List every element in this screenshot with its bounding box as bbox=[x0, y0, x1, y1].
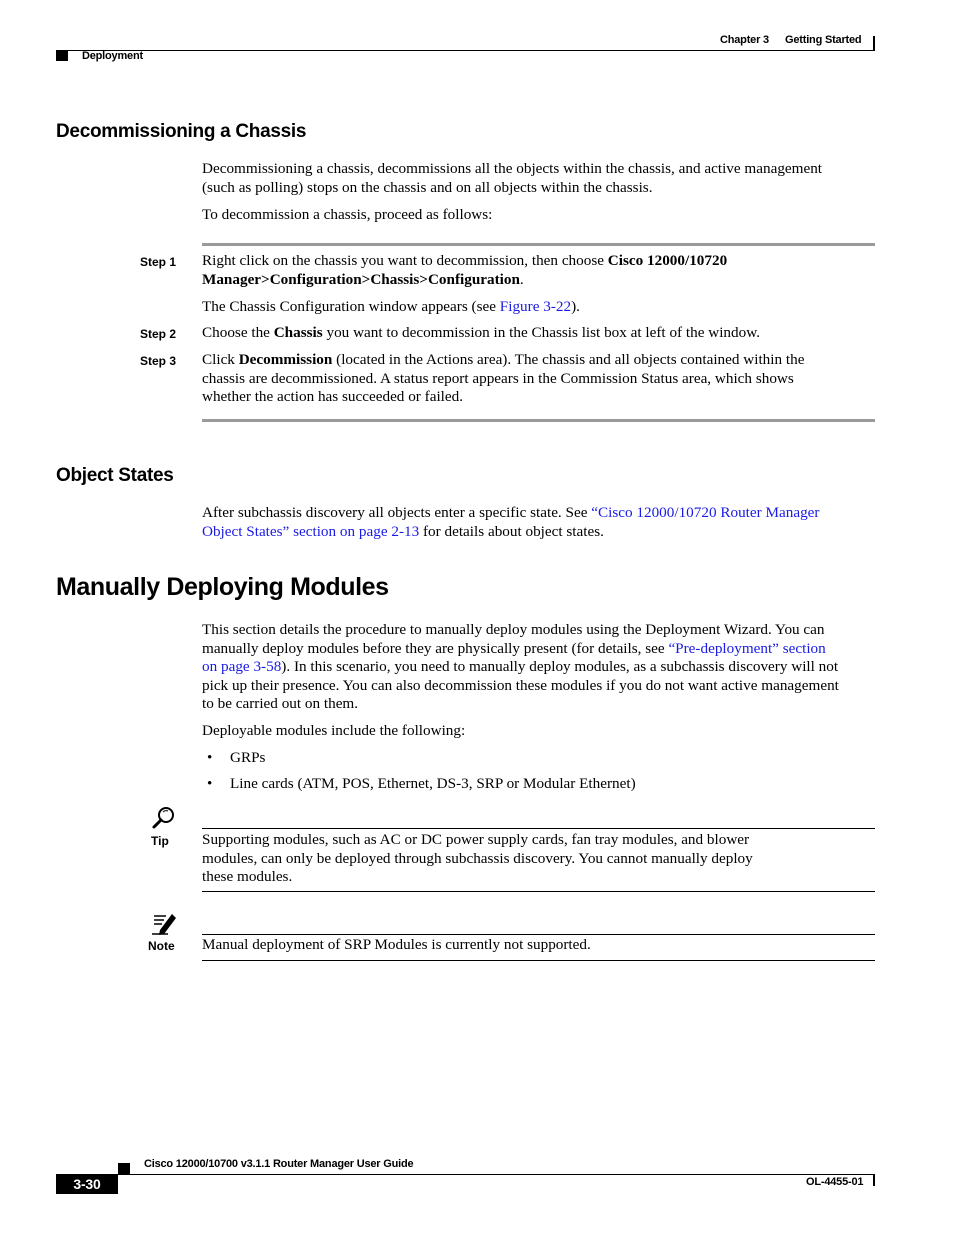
tip-line: modules, can only be deployed through subchassis discovery. You cannot manually deploy bbox=[202, 849, 753, 867]
page-number: 3-30 bbox=[73, 1176, 101, 1192]
decommission-proceed: To decommission a chassis, proceed as follows: bbox=[202, 206, 493, 223]
step-3-line: chassis are decommissioned. A status report appears in the Commission Status area, which shows bbox=[202, 369, 794, 387]
header-rule bbox=[56, 50, 875, 51]
object-states-link[interactable]: “Cisco 12000/10720 Router Manager bbox=[591, 504, 820, 521]
object-states-text bbox=[202, 504, 819, 541]
step-2-bold: Chassis bbox=[273, 324, 323, 341]
tip-bottom-rule bbox=[202, 891, 875, 892]
object-states-link[interactable]: Object States” section on page 2-13 bbox=[202, 522, 420, 540]
tip-line: these modules. bbox=[202, 868, 293, 886]
note-top-rule bbox=[202, 934, 875, 935]
header-section: Deployment bbox=[82, 50, 143, 62]
manual-paragraph-line: to be carried out on them. bbox=[202, 695, 359, 713]
decommission-intro-line: Decommissioning a chassis, decommissions all the objects within the chassis, and active management bbox=[202, 160, 823, 177]
page-number-box bbox=[56, 1174, 118, 1194]
object-states-text-part: for details about object states. bbox=[419, 522, 604, 540]
step-3-line: whether the action has succeeded or failed. bbox=[202, 388, 464, 406]
footer-right-bar bbox=[873, 1174, 875, 1186]
note-label: Note bbox=[148, 939, 175, 953]
step-2-text-part: you want to decommission in the Chassis list box at left of the window. bbox=[322, 324, 760, 341]
object-states-heading: Object States bbox=[56, 465, 174, 486]
header-square bbox=[56, 51, 68, 61]
steps-bottom-rule bbox=[202, 419, 875, 422]
step-2-text bbox=[202, 324, 760, 343]
magnifier-icon bbox=[150, 804, 178, 832]
tip-label: Tip bbox=[151, 834, 169, 848]
steps-top-rule bbox=[202, 243, 875, 246]
object-states-text-part: After subchassis discovery all objects enter a specific state. See bbox=[202, 504, 592, 521]
decommission-intro-line: (such as polling) stops on the chassis and on all objects within the chassis. bbox=[202, 178, 653, 196]
footer-square bbox=[118, 1163, 130, 1174]
note-text: Manual deployment of SRP Modules is currently not supported. bbox=[202, 936, 591, 953]
pre-deployment-link[interactable]: on page 3-58 bbox=[202, 658, 282, 676]
bullet-item: GRPs bbox=[230, 749, 266, 766]
step-1-menu-path: Cisco 12000/10720 bbox=[607, 252, 728, 269]
step-1-subtext bbox=[202, 298, 580, 317]
step-1-text-part: Right click on the chassis you want to decommission, then choose bbox=[202, 252, 608, 269]
manual-paragraph-part: ). In this scenario, you need to manually deploy modules, as a subchassis discovery will not bbox=[281, 658, 839, 676]
step-1-text-part: . bbox=[519, 270, 524, 288]
step-2-text-part: Choose the bbox=[202, 324, 274, 341]
step-3-text bbox=[202, 351, 804, 407]
figure-link[interactable]: Figure 3-22 bbox=[499, 298, 572, 315]
bullet-item: Line cards (ATM, POS, Ethernet, DS-3, SRP or Modular Ethernet) bbox=[230, 775, 636, 792]
footer-doc-id: OL-4455-01 bbox=[806, 1176, 864, 1188]
step-1-subtext-part: ). bbox=[571, 298, 580, 315]
manual-heading: Manually Deploying Modules bbox=[56, 573, 389, 601]
decommission-intro bbox=[202, 160, 822, 197]
header-right-bar bbox=[873, 36, 875, 50]
header-chapter: Chapter 3 bbox=[720, 34, 769, 46]
tip-top-rule bbox=[202, 828, 875, 829]
header-chapter-title: Getting Started bbox=[785, 34, 862, 46]
footer-rule bbox=[56, 1174, 875, 1175]
step-2-label: Step 2 bbox=[140, 327, 177, 341]
footer-guide-title: Cisco 12000/10700 v3.1.1 Router Manager User Guide bbox=[144, 1158, 414, 1170]
manual-paragraph-line: This section details the procedure to manually deploy modules using the Deployment Wizard. You can bbox=[202, 621, 825, 638]
manual-paragraph-part: manually deploy modules before they are physically present (for details, see bbox=[202, 639, 669, 657]
tip-line: Supporting modules, such as AC or DC power supply cards, fan tray modules, and blower bbox=[202, 831, 750, 848]
step-3-label: Step 3 bbox=[140, 354, 177, 368]
step-1-text bbox=[202, 252, 727, 289]
step-1-label: Step 1 bbox=[140, 255, 177, 269]
deployable-intro: Deployable modules include the following: bbox=[202, 722, 466, 739]
step-3-text-part: (located in the Actions area). The chassis and all objects contained within the bbox=[332, 351, 805, 368]
step-3-bold: Decommission bbox=[238, 351, 333, 368]
pencil-note-icon bbox=[150, 910, 178, 936]
pre-deployment-link[interactable]: “Pre-deployment” section bbox=[668, 639, 826, 657]
tip-text bbox=[202, 831, 753, 887]
note-bottom-rule bbox=[202, 960, 875, 961]
step-1-menu-path: Manager>Configuration>Chassis>Configuration bbox=[202, 270, 520, 288]
step-1-subtext-part: The Chassis Configuration window appears (see bbox=[202, 298, 500, 315]
decommission-heading: Decommissioning a Chassis bbox=[56, 121, 307, 142]
bullet-marker: • bbox=[207, 749, 213, 766]
manual-paragraph bbox=[202, 621, 839, 714]
bullet-marker: • bbox=[207, 775, 213, 792]
step-3-text-part: Click bbox=[202, 351, 239, 368]
manual-paragraph-line: pick up their presence. You can also decommission these modules if you do not want active management bbox=[202, 676, 839, 694]
